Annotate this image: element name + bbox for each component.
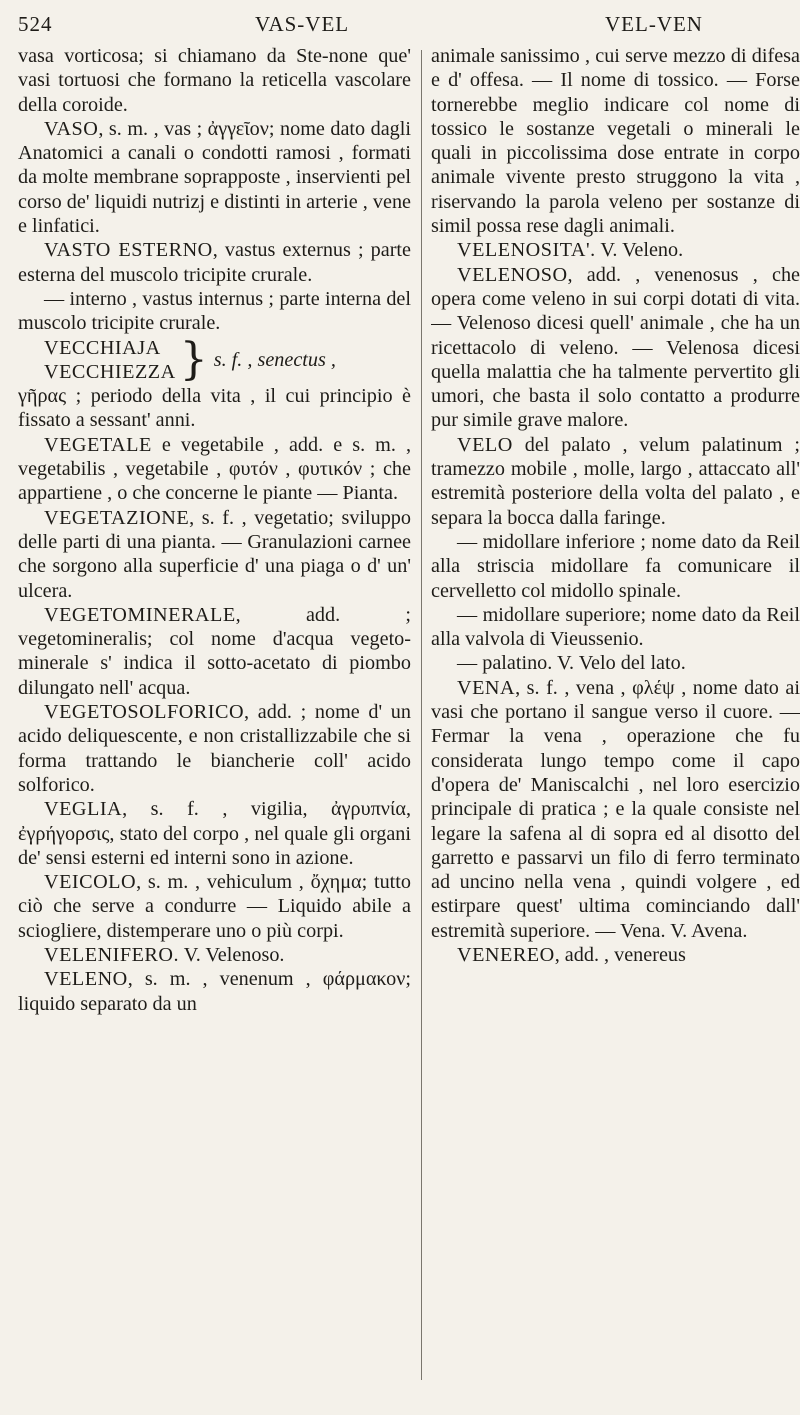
headword: VEGETALE <box>44 433 152 456</box>
entry-velo-midollare-superiore: — midollare superiore; nome dato da Reil alla valvola di Vieussenio. <box>431 603 800 651</box>
entry-vegetazione: VEGETAZIONE, s. f. , vegetatio; sviluppo delle parti di una pianta. — Granulazioni carnee che sorgono alla superficie d' una piaga o d' un' ulcera. <box>18 506 411 602</box>
right-running-head: VEL-VEN <box>605 12 703 36</box>
headword: VELO <box>457 433 513 456</box>
right-column <box>431 44 800 967</box>
headword: VELENIFERO. <box>44 943 180 966</box>
headword: VENEREO <box>457 943 555 966</box>
entry-continuation: animale sanissimo , cui serve mezzo di difesa e d' offesa. — Il nome di tossico. — Forse tornerebbe meglio indicare col nome di tossico le sostanze vegetali o minerali le quali in piccolissima dose entrate in corpo animale vivente presto struggono la vita , riservando la parola veleno per sostanze di simil possa rese dagli animali. <box>431 45 800 238</box>
headword: VEGETAZIONE <box>44 506 190 529</box>
entry-continuation: vasa vorticosa; si chiamano da Ste-none que' vasi tortuosi che formano la reticella vascolare della coroide. <box>18 45 411 116</box>
headword: VASTO ESTERNO <box>44 239 213 262</box>
running-head <box>0 6 800 46</box>
entry-vegetosolforico: VEGETOSOLFORICO, add. ; nome d' un acido deliquescente, e non cristallizzabile che si forma trattando le biancherie coll' acido solforico. <box>18 701 411 796</box>
entry-vaso: VASO, s. m. , vas ; ἀγγεῖον; nome dato dagli Anatomici a canali o condotti ramosi , formati da molte membrane soprapposte , inservienti pel corso de' liquidi nutrizj e distinti in arterie , vene e linfatici. <box>18 117 411 238</box>
entry-venereo: VENEREO, add. , venereus <box>457 943 686 966</box>
entry-velo-midollare-inferiore: — midollare inferiore ; nome dato da Reil alla striscia midollare fa comunicare il cervelletto col midollo spinale. <box>431 530 800 602</box>
entry-vegetominerale: VEGETOMINERALE, add. ; vegetomineralis; col nome d'acqua vegeto-minerale s' indica il sotto-acetato di piombo dilungato nell' acqua. <box>18 603 411 699</box>
headword: VASO <box>44 117 99 140</box>
headword: VELENOSO <box>457 263 568 286</box>
entry-vasto-interno: — interno , vastus internus ; parte interna del muscolo tricipite crurale. <box>18 287 411 335</box>
entry-vecchiaja-def: γῆρας ; periodo della vita , il cui principio è fissato a sessant' anni. <box>18 385 411 432</box>
headword: VELENO <box>44 968 128 991</box>
entry-vegetale: VEGETALE e vegetabile , add. e s. m. , vegetabilis , vegetabile , φυτόν , φυτικόν ; che appartiene , o che concerne le piante — Pianta. <box>18 433 411 505</box>
entry-velenoso: VELENOSO, add. , venenosus , che opera come veleno in sui corpi dotati di vita. — Velenoso dicesi quell' animale , che ha un ricettacolo di veleno. — Velenosa dicesi quella malattia che ha talmente pervertito gli umori, che basta il solo contatto a produrre pur simile grave malore. <box>431 263 800 432</box>
headword: VEGETOMINERALE <box>44 603 236 626</box>
headword: VECCHIEZZA <box>44 360 176 383</box>
left-running-head: VAS-VEL <box>255 12 350 36</box>
entry-velo-palatino: — palatino. V. Velo del lato. <box>457 652 686 675</box>
left-column <box>18 44 411 1016</box>
headword: VEGLIA <box>44 798 123 821</box>
entry-vecchiaja: VECCHIAJA VECCHIEZZA } s. f. , senectus , <box>44 333 336 385</box>
entry-veicolo: VEICOLO, s. m. , vehiculum , ὄχημα; tutto ciò che serve a condurre — Liquido abile a sciogliere, distemperare uno o più corpi. <box>18 871 411 942</box>
headword: VEICOLO <box>44 871 137 894</box>
entry-veleno: VELENO, s. m. , venenum , φάρμακον; liquido separato da un <box>18 968 411 1015</box>
entry-vena: VENA, s. f. , vena , φλέψ , nome dato ai vasi che portano il sangue verso il cuore. — Fermar la vena , operazione che fu considerata lungo tempo come il capo d'opera de' Maniscalchi , nel loro esercizio principale di pratica ; e la quale consiste nel legare la safena al di sopra ed al disotto del garretto e passarvi un filo di ferro terminato ad uncino nella vena , quindi volgere , ed estirpare quest' ultima cominciando dall' estremità superiore. — Vena. V. Avena. <box>431 676 800 942</box>
entry-vasto-esterno: VASTO ESTERNO, vastus externus ; parte esterna del muscolo tricipite crurale. <box>18 239 411 286</box>
column-divider <box>421 50 422 1380</box>
entry-veglia: VEGLIA, s. f. , vigilia, ἀγρυπνία, ἐγρήγορσις, stato del corpo , nel quale gli organi de' sensi esterni ed interni sono in azione. <box>18 798 411 869</box>
headword: VEGETOSOLFORICO <box>44 701 245 724</box>
headword: VENA <box>457 676 516 699</box>
headword: VECCHIAJA <box>44 336 161 359</box>
entry-velenifero: VELENIFERO. V. Velenoso. <box>44 943 285 966</box>
entry-velenosita: VELENOSITA'. V. Veleno. <box>457 239 684 262</box>
headword: VELENOSITA'. <box>457 239 596 262</box>
page-number: 524 <box>18 12 53 36</box>
entry-velo: VELO del palato , velum palatinum ; tramezzo mobile , molle, largo , attaccato all' estremità posteriore della volta del palato , e separa la bocca dalla faringe. <box>431 433 800 529</box>
brace-glyph: } <box>179 333 208 385</box>
